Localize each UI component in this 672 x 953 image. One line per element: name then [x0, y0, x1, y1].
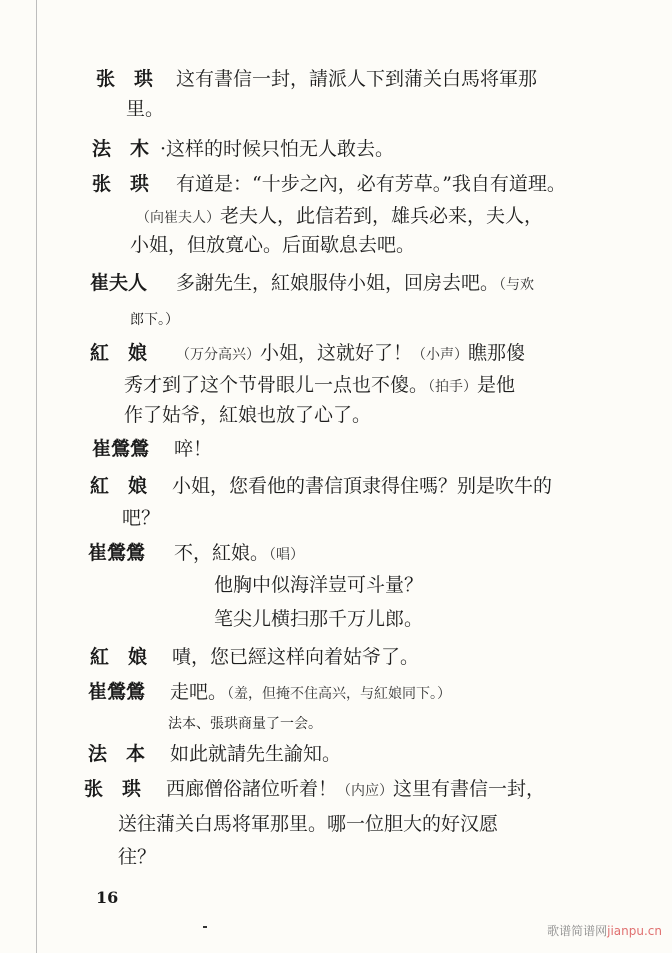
dialogue-line: 小姐，但放寬心。后面歇息去吧。	[130, 234, 416, 256]
speaker-label: 崔鶯鶯	[92, 438, 150, 460]
dialogue-line: 作了姑爷，紅娘也放了心了。	[124, 404, 372, 426]
dialogue-line: 如此就請先生諭知。	[170, 743, 342, 765]
speaker-label: 法 木	[92, 138, 150, 160]
speaker-label: 紅 娘	[90, 475, 148, 497]
stage-direction: （向崔夫人）	[136, 210, 220, 226]
verse-line: 笔尖儿横扫那千万儿郎。	[214, 608, 424, 630]
dialogue-line: ·这样的时候只怕无人敢去。	[160, 138, 395, 160]
stage-direction: （与欢	[499, 277, 535, 293]
dialogue-line: 有道是：“十步之內，必有芳草。”我自有道理。	[176, 173, 566, 195]
watermark	[547, 922, 662, 939]
dialogue-text: 秀才到了这个节骨眼儿一点也不傻。	[124, 374, 429, 396]
dialogue-line: 吧？	[122, 507, 161, 529]
dialogue-text: 不，紅娘。	[174, 542, 270, 564]
dialogue-line	[176, 341, 525, 367]
dialogue-line	[136, 204, 543, 230]
dialogue-line	[124, 373, 515, 399]
speaker-label: 张 珙	[92, 173, 150, 195]
dialogue-line: 往？	[118, 846, 157, 868]
dialogue-line	[174, 541, 304, 567]
speaker-label: 紅 娘	[90, 342, 148, 364]
dialogue-text: 是他	[477, 374, 516, 396]
verse-line: 他胸中似海洋豈可斗量？	[214, 574, 424, 596]
dialogue-line: 这有書信一封，請派人下到蒲关白馬将軍那	[176, 68, 538, 90]
print-speck	[203, 926, 207, 928]
dialogue-text: 多謝先生，紅娘服侍小姐，回房去吧。	[176, 272, 500, 294]
dialogue-line	[166, 777, 545, 803]
speaker-label: 崔鶯鶯	[88, 681, 146, 703]
speaker-label: 张 珙	[96, 68, 154, 90]
dialogue-line: 啐！	[174, 438, 213, 460]
page-number: 16	[96, 888, 119, 907]
stage-direction: （万分高兴）	[176, 347, 260, 363]
page-edge-line	[36, 0, 37, 953]
stage-direction: （羞，但掩不住高兴，与紅娘同下。）	[227, 686, 452, 702]
watermark-url: jianpu.cn	[607, 924, 662, 938]
dialogue-line: 里。	[126, 98, 165, 120]
dialogue-text: 这里有書信一封，	[393, 778, 546, 800]
stage-direction: 法本、張珙商量了一会。	[168, 716, 322, 732]
stage-direction: （唱）	[269, 547, 305, 563]
dialogue-line: 小姐，您看他的書信頂隶得住嗎？别是吹牛的	[172, 475, 553, 497]
watermark-site: 歌谱简谱网	[547, 924, 608, 938]
speaker-label: 法 本	[88, 743, 146, 765]
stage-direction: （拍手）	[428, 379, 478, 395]
dialogue-line	[176, 271, 534, 297]
dialogue-text: 走吧。	[170, 681, 228, 703]
stage-direction: （小声）	[412, 347, 469, 363]
speaker-label: 紅 娘	[90, 646, 148, 668]
speaker-label: 崔鶯鶯	[88, 542, 146, 564]
stage-direction: （内应）	[337, 783, 394, 799]
dialogue-line: 嘖，您已經这样向着姑爷了。	[172, 646, 420, 668]
dialogue-text: 西廊僧俗諸位听着！	[166, 778, 338, 800]
speaker-label: 张 珙	[84, 778, 142, 800]
dialogue-line: 送往蒲关白馬将軍那里。哪一位胆大的好汉愿	[118, 813, 499, 835]
dialogue-text: 瞧那傻	[468, 342, 526, 364]
dialogue-text: 小姐，这就好了！	[260, 342, 413, 364]
speaker-label: 崔夫人	[90, 272, 148, 294]
stage-direction: 郎下。）	[130, 312, 179, 328]
dialogue-line	[170, 680, 451, 706]
dialogue-text: 老夫人，此信若到，雄兵必来，夫人，	[220, 205, 544, 227]
